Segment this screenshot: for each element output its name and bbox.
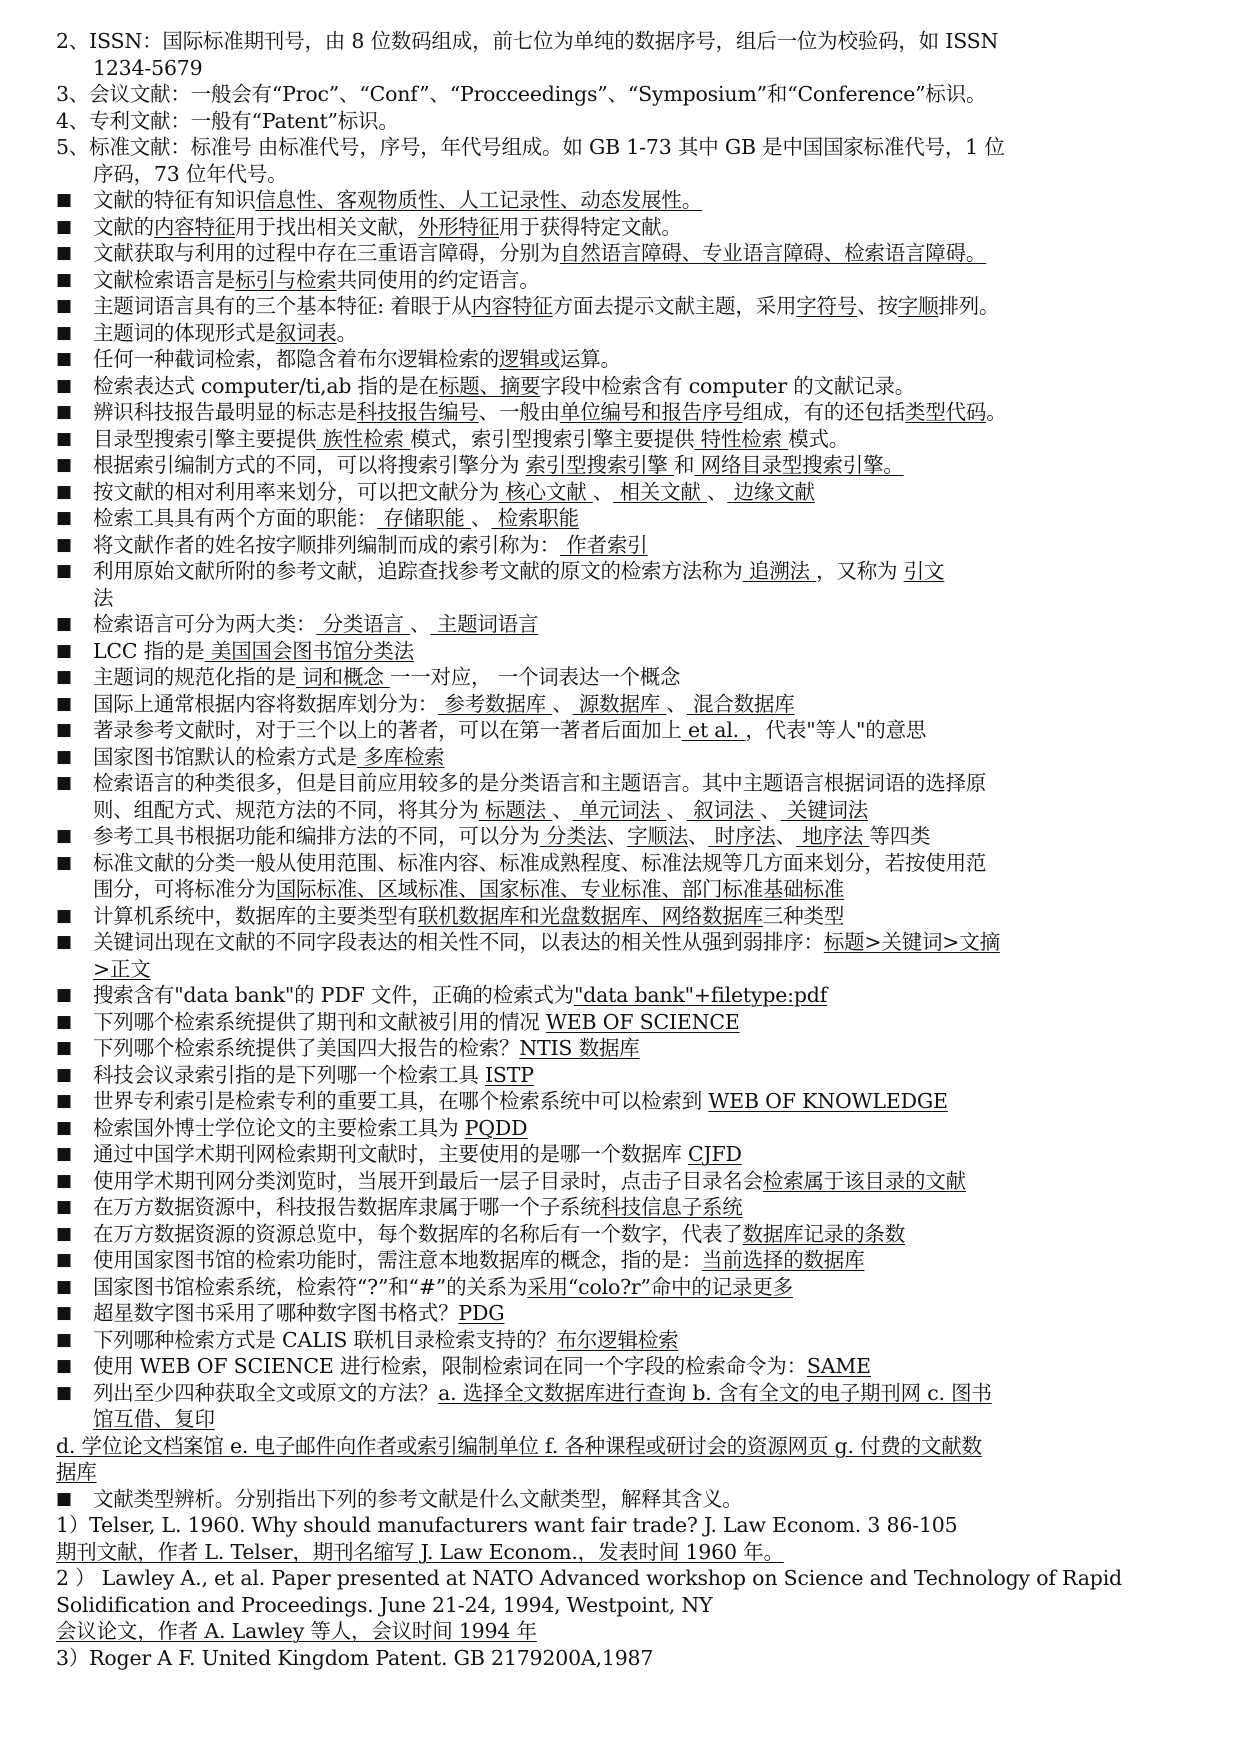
square-bullet-icon: ■ (56, 534, 72, 555)
item-text (93, 293, 1192, 320)
question-text: 文献的特征有知识 (93, 188, 256, 212)
question-text: 文献类型辨析。分别指出下列的参考文献是什么文献类型，解释其含义。 (93, 1486, 743, 1511)
item-text (93, 691, 1192, 718)
square-bullet-icon: ■ (56, 455, 72, 475)
question-text: 使用 WEB OF SCIENCE 进行检索，限制检索词在同一个字段的检索命令为： (93, 1354, 807, 1378)
answer-text: 字顺 (897, 294, 939, 318)
answer-text: WEB OF SCIENCE (545, 1009, 740, 1034)
list-item (56, 505, 1192, 532)
square-bullet-icon: ■ (56, 905, 72, 926)
list-item (56, 1062, 1192, 1089)
list-item (56, 1300, 1192, 1327)
answer-text: 参考数据库 (438, 691, 553, 716)
list-item (56, 638, 1192, 665)
square-bullet-icon: ■ (56, 1382, 72, 1403)
reference-citation: 2 ） Lawley A., et al. Paper presented at NATO Advanced workshop on Science and Technology of Rapid (56, 1566, 1122, 1590)
answer-text: SAME (806, 1354, 871, 1378)
item-text (93, 1141, 1192, 1168)
question-text: 、按 (857, 294, 898, 318)
question-text: 下列哪个检索系统提供了期刊和文献被引用的情况 (93, 1009, 546, 1034)
question-text: 模式。 (788, 426, 850, 451)
numbered-item-2 (56, 28, 1192, 81)
square-bullet-icon: ■ (56, 1144, 72, 1164)
answer-text: CJFD (688, 1142, 742, 1166)
question-text: 、 (775, 824, 796, 848)
question-text: 通过中国学术期刊网检索期刊文献时，主要使用的是哪一个数据库 (93, 1142, 689, 1166)
square-bullet-icon: ■ (56, 428, 72, 449)
question-text: 法 (93, 585, 114, 610)
list-item (56, 558, 1192, 611)
list-item (56, 1327, 1192, 1354)
item-text (93, 744, 1192, 771)
square-bullet-icon: ■ (56, 1250, 72, 1270)
question-text: 、 (592, 479, 614, 504)
item-text (93, 426, 1192, 453)
question-text: 辨识科技报告最明显的标志是 (93, 400, 357, 424)
question-text: 主题词语言具有的三个基本特征: 着眼于从 (93, 294, 472, 318)
question-text: 检索国外博士学位论文的主要检索工具为 (93, 1115, 465, 1140)
numbered-item-3 (56, 81, 1192, 108)
question-text: 文献检索语言是 (93, 267, 236, 292)
list-item (56, 1353, 1192, 1380)
square-bullet-icon: ■ (56, 720, 72, 740)
square-bullet-icon: ■ (56, 1091, 72, 1111)
reference-answer: 会议论文，作者 A. Lawley 等人，会议时间 1994 年 (56, 1619, 537, 1643)
answer-text: "data bank"+filetype:pdf (573, 983, 828, 1007)
square-bullet-icon: ■ (56, 1197, 72, 1217)
item-text (93, 346, 1192, 373)
list-item (56, 691, 1192, 718)
question-text: 使用国家图书馆的检索功能时，需注意本地数据库的概念，指的是： (93, 1248, 702, 1272)
square-bullet-icon: ■ (56, 322, 72, 343)
answer-text: 自然语言障碍、专业语言障碍、检索语言障碍。 (559, 241, 987, 265)
question-text: 超星数字图书采用了哪种数字图书格式？ (93, 1301, 459, 1325)
answer-text: 追溯法 (742, 559, 817, 583)
item-text (93, 240, 1192, 267)
list-item (56, 293, 1192, 320)
list-item (56, 187, 1192, 214)
square-bullet-icon: ■ (56, 375, 72, 396)
square-bullet-icon: ■ (56, 1011, 72, 1032)
answer-text: ISTP (485, 1062, 534, 1087)
list-item (56, 1380, 1192, 1433)
item-text (93, 1062, 1192, 1089)
answer-text: 科技报告编号 (356, 400, 479, 424)
list-item (56, 399, 1192, 426)
answer-text: 核心文献 (499, 479, 593, 504)
reference-citation: 1）Telser, L. 1960. Why should manufacturers want fair trade? J. Law Econom. 3 86-105 (56, 1513, 958, 1537)
square-bullet-icon: ■ (56, 1329, 72, 1350)
numbered-text: 5、标准文献：标准号 由标准代号，序号，年代号组成。如 GB 1-73 其中 GB 是中国国家标准代号，1 位 (56, 135, 1005, 159)
list-item (56, 770, 1192, 823)
list-item (56, 240, 1192, 267)
question-text: 则、组配方式、规范方法的不同，将其分为 (93, 797, 479, 822)
square-bullet-icon: ■ (56, 614, 72, 634)
question-text: 列出至少四种获取全文或原文的方法？ (93, 1380, 439, 1405)
question-text: 检索表达式 computer/ti,ab 指的是在 (93, 373, 439, 398)
question-text: 检索工具具有两个方面的职能： (93, 506, 378, 530)
question-text: ，又称为 (816, 559, 904, 583)
square-bullet-icon: ■ (56, 826, 72, 846)
square-bullet-icon: ■ (56, 349, 72, 369)
question-text: 检索语言的种类很多，但是目前应用较多的是分类语言和主题语言。其中主题语言根据词语的选择原 (93, 771, 987, 795)
list-item (56, 1088, 1192, 1115)
item-text (93, 850, 1192, 903)
item-text (93, 1168, 1192, 1195)
answer-text: 引文 (903, 559, 945, 583)
methods-continuation (56, 1433, 1192, 1486)
square-bullet-icon: ■ (56, 693, 72, 714)
answer-text: a. 选择全文数据库进行查询 b. 含有全文的电子期刊网 c. 图书 (438, 1380, 992, 1405)
item-text (93, 638, 1192, 665)
answer-text: WEB OF KNOWLEDGE (708, 1089, 948, 1113)
answer-text: 主题词语言 (430, 612, 539, 636)
answer-text: 分类法 (539, 824, 607, 848)
question-text: 共同使用的约定语言。 (336, 267, 540, 292)
item-text (93, 479, 1192, 506)
item-text (93, 1194, 1192, 1221)
question-text: 、 (666, 797, 687, 822)
answer-text: PDG (458, 1301, 505, 1325)
question-text: 文献的 (93, 214, 154, 239)
answer-text: 联机数据库和光盘数据库、网络数据库 (417, 903, 763, 928)
question-text: 下列哪种检索方式是 CALIS 联机目录检索支持的？ (93, 1327, 557, 1352)
square-bullet-icon: ■ (56, 932, 72, 952)
list-item (56, 1035, 1192, 1062)
list-item (56, 452, 1192, 479)
question-text: 国家图书馆默认的检索方式是 (93, 744, 357, 769)
question-text: 、 (606, 824, 628, 848)
answer-text: 标题、摘要 (438, 373, 541, 398)
question-text: 和 (674, 453, 695, 477)
question-text: 等四类 (869, 824, 931, 848)
square-bullet-icon: ■ (56, 243, 72, 263)
answer-text: 混合数据库 (686, 691, 795, 716)
answer-text: 多库检索 (356, 744, 445, 769)
reference-citation-cont: Solidification and Proceedings. June 21-24, 1994, Westpoint, NY (56, 1592, 713, 1617)
question-text: 下列哪个检索系统提供了美国四大报告的检索？ (93, 1036, 520, 1060)
answer-text: >正文 (93, 956, 151, 981)
answer-text: 分类语言 (316, 612, 411, 636)
question-text: 检索语言可分为两大类： (93, 612, 317, 636)
list-item (56, 1486, 1192, 1513)
list-item (56, 664, 1192, 691)
item-text (93, 532, 1192, 559)
numbered-text-cont: 序码，73 位年代号。 (93, 161, 288, 186)
square-bullet-icon: ■ (56, 1117, 72, 1138)
question-text: 组成，有的还包括 (742, 400, 906, 424)
question-text: 模式，索引型搜索引擎主要提供 (410, 426, 695, 451)
document-body (56, 28, 1192, 1671)
answer-text: 相关文献 (613, 479, 707, 504)
square-bullet-icon: ■ (56, 985, 72, 1005)
item-text (93, 1300, 1192, 1327)
question-text: 、 (760, 797, 781, 822)
answer-text: PQDD (464, 1115, 528, 1140)
list-item (56, 1194, 1192, 1221)
square-bullet-icon: ■ (56, 746, 72, 767)
item-text (93, 187, 1192, 214)
answer-text: 据库 (56, 1460, 97, 1484)
question-text: 、 (666, 691, 687, 716)
answer-text: 存储职能 (377, 506, 472, 530)
list-item (56, 346, 1192, 373)
item-text (93, 1088, 1192, 1115)
answer-text: 边缘文献 (727, 479, 815, 504)
answer-text: 字符号 (796, 294, 858, 318)
question-text: 关键词出现在文献的不同字段表达的相关性不同，以表达的相关性从强到弱排序： (93, 930, 824, 954)
question-text: ，代表"等人"的意思 (745, 718, 927, 742)
item-text (93, 1327, 1192, 1354)
list-item (56, 611, 1192, 638)
item-text (93, 664, 1192, 691)
square-bullet-icon: ■ (56, 773, 72, 793)
question-text: 利用原始文献所附的参考文献，追踪查找参考文献的原文的检索方法称为 (93, 559, 743, 583)
item-text (93, 1247, 1192, 1274)
item-text (93, 823, 1192, 850)
bullet-list (56, 187, 1192, 1433)
square-bullet-icon: ■ (56, 216, 72, 237)
item-text (93, 611, 1192, 638)
question-text: 将文献作者的姓名按字顺排列编制而成的索引称为： (93, 532, 560, 557)
question-text: LCC 指的是 (93, 638, 205, 663)
list-item (56, 373, 1192, 400)
answer-text: et al. (681, 718, 746, 742)
answer-text: 标引与检索 (235, 267, 337, 292)
square-bullet-icon: ■ (56, 481, 72, 502)
answer-text: 采用“colo?r”命中的记录更多 (527, 1274, 793, 1299)
square-bullet-icon: ■ (56, 1488, 72, 1509)
list-item (56, 929, 1192, 982)
answer-text: d. 学位论文档案馆 e. 电子邮件向作者或索引编制单位 f. 各种课程或研讨会的资源网页 g. 付费的文献数 (56, 1433, 982, 1458)
item-text (93, 1221, 1192, 1248)
answer-text: 字顺法 (627, 824, 689, 848)
answer-text: 叙词法 (686, 797, 761, 822)
question-text: 字段中检索含有 computer 的文献记录。 (540, 373, 916, 398)
question-text: 根据索引编制方式的不同，可以将搜索引擎分为 (93, 453, 526, 477)
answer-text: 美国国会图书馆分类法 (204, 638, 414, 663)
numbered-text: 3、会议文献：一般会有“Proc”、“Conf”、“Procceedings”、“Symposium”和“Conference”标识。 (56, 82, 987, 106)
question-text: 方面去提示文献主题，采用 (552, 294, 797, 318)
reference-2 (56, 1565, 1192, 1645)
answer-text: 标题>关键词>文摘 (823, 930, 1000, 954)
list-item (56, 850, 1192, 903)
square-bullet-icon: ■ (56, 1303, 72, 1323)
square-bullet-icon: ■ (56, 852, 72, 873)
question-text: 、 (688, 824, 709, 848)
answer-text: 类型代码 (905, 400, 987, 424)
list-item (56, 267, 1192, 294)
question-text: 标准文献的分类一般从使用范围、标准内容、标准成熟程度、标准法规等几方面来划分，若按使用范 (93, 850, 987, 875)
list-item (56, 1141, 1192, 1168)
answer-text: 关键词法 (780, 797, 869, 822)
question-text: 在万方数据资源的资源总览中，每个数据库的名称后有一个数字，代表了 (93, 1221, 743, 1246)
item-text (93, 214, 1192, 241)
answer-text: 族性检索 (316, 426, 411, 451)
question-text: 一一对应， 一个词表达一个概念 (389, 665, 681, 689)
numbered-text: 2、ISSN：国际标准期刊号，由 8 位数码组成，前七位为单纯的数据序号，组后一位为校验码，如 ISSN (56, 29, 999, 53)
question-text: 用于找出相关文献， (235, 214, 418, 239)
question-text: 用于获得特定文献。 (499, 214, 682, 239)
item-text (93, 320, 1192, 347)
item-text (93, 267, 1192, 294)
numbered-text: 4、专利文献：一般有“Patent”标识。 (56, 108, 399, 133)
item-text (93, 1274, 1192, 1301)
answer-text: NTIS 数据库 (519, 1036, 640, 1060)
question-text: 围分，可将标准分为 (93, 877, 276, 901)
question-text: 按文献的相对利用率来划分，可以把文献分为 (93, 479, 499, 504)
numbered-item-5 (56, 134, 1192, 187)
question-text: 排列。 (938, 294, 1000, 318)
answer-text: 时序法 (708, 824, 776, 848)
list-item (56, 744, 1192, 771)
question-text: 、 (552, 691, 573, 716)
item-text (93, 1035, 1192, 1062)
question-text: 目录型搜索引擎主要提供 (93, 426, 317, 451)
item-text (93, 982, 1192, 1009)
square-bullet-icon: ■ (56, 667, 72, 687)
square-bullet-icon: ■ (56, 1356, 72, 1376)
answer-text: 馆互借、复印 (93, 1407, 215, 1431)
square-bullet-icon: ■ (56, 269, 72, 290)
square-bullet-icon: ■ (56, 1064, 72, 1085)
question-text: 三种类型 (762, 903, 845, 928)
numbered-text-cont: 1234-5679 (93, 55, 203, 80)
answer-text: 科技信息子系统 (600, 1195, 743, 1219)
answer-text: 检索职能 (491, 506, 579, 530)
question-text: 任何一种截词检索，都隐含着布尔逻辑检索的 (93, 347, 499, 371)
answer-text: 当前选择的数据库 (702, 1248, 865, 1272)
answer-text: 索引型搜索引擎 (525, 453, 675, 477)
item-text (93, 399, 1192, 426)
square-bullet-icon: ■ (56, 640, 72, 661)
answer-text: 地序法 (795, 824, 870, 848)
list-item (56, 1009, 1192, 1036)
question-text: 、 (707, 479, 728, 504)
answer-text: 词和概念 (296, 665, 390, 689)
question-text: 、 (410, 612, 431, 636)
question-text: 世界专利索引是检索专利的重要工具，在哪个检索系统中可以检索到 (93, 1089, 709, 1113)
question-text: 参考工具书根据功能和编排方法的不同，可以分为 (93, 824, 540, 848)
square-bullet-icon: ■ (56, 561, 72, 581)
answer-text: 内容特征 (153, 214, 236, 239)
answer-text: 逻辑或 (499, 347, 560, 371)
square-bullet-icon: ■ (56, 1223, 72, 1244)
answer-text: 源数据库 (572, 691, 667, 716)
question-text: 、一般由 (478, 400, 560, 424)
answer-text: 外形特征 (417, 214, 500, 239)
item-text (93, 1009, 1192, 1036)
reference-answer: 期刊文献，作者 L. Telser，期刊名缩写 J. Law Econom.，发表时间 1960 年。 (56, 1539, 784, 1564)
answer-text: 单位编号和报告序号 (559, 400, 743, 424)
square-bullet-icon: ■ (56, 508, 72, 528)
question-text: 。 (336, 320, 357, 345)
list-item (56, 1115, 1192, 1142)
list-item (56, 1168, 1192, 1195)
answer-text: 信息性、客观物质性、人工记录性、动态发展性。 (255, 188, 703, 212)
item-text (93, 452, 1192, 479)
list-item (56, 982, 1192, 1009)
square-bullet-icon: ■ (56, 1276, 72, 1297)
question-text: 计算机系统中，数据库的主要类型有 (93, 903, 418, 928)
question-text: 国家图书馆检索系统，检索符“?”和“#”的关系为 (93, 1274, 528, 1299)
answer-text: 叙词表 (275, 320, 337, 345)
answer-text: 内容特征 (471, 294, 553, 318)
question-text: 著录参考文献时，对于三个以上的著者，可以在第一著者后面加上 (93, 718, 682, 742)
question-text: 运算。 (559, 347, 621, 371)
numbered-item-4 (56, 108, 1192, 135)
answer-text: 数据库记录的条数 (742, 1221, 906, 1246)
item-text (93, 929, 1192, 982)
item-text (93, 903, 1192, 930)
list-item (56, 823, 1192, 850)
item-text (93, 717, 1192, 744)
square-bullet-icon: ■ (56, 190, 72, 210)
question-text: 科技会议录索引指的是下列哪一个检索工具 (93, 1062, 486, 1087)
list-item (56, 214, 1192, 241)
item-text (93, 1380, 1192, 1433)
square-bullet-icon: ■ (56, 1038, 72, 1058)
question-text: 国际上通常根据内容将数据库划分为： (93, 691, 439, 716)
list-item (56, 479, 1192, 506)
question-text: 、 (471, 506, 492, 530)
list-item (56, 426, 1192, 453)
square-bullet-icon: ■ (56, 1170, 72, 1191)
answer-text: 特性检索 (694, 426, 789, 451)
reference-1 (56, 1512, 1192, 1565)
list-item (56, 903, 1192, 930)
reference-3 (56, 1645, 1192, 1672)
square-bullet-icon: ■ (56, 296, 72, 316)
question-text: 、 (552, 797, 573, 822)
item-text (93, 770, 1192, 823)
item-text (93, 1115, 1192, 1142)
list-item (56, 717, 1192, 744)
answer-text: 国际标准、区域标准、国家标准、专业标准、部门标准基础标准 (275, 877, 845, 901)
question-text: 主题词的规范化指的是 (93, 665, 296, 689)
answer-text: 网络目录型搜索引擎。 (694, 453, 904, 477)
question-text: 搜索含有"data bank"的 PDF 文件，正确的检索式为 (93, 983, 574, 1007)
question-text: 。 (986, 400, 1007, 424)
item-text (93, 1353, 1192, 1380)
square-bullet-icon: ■ (56, 402, 72, 422)
answer-text: 检索属于该目录的文献 (762, 1168, 966, 1193)
answer-text: 单元词法 (572, 797, 667, 822)
item-text (93, 373, 1192, 400)
answer-text: 作者索引 (559, 532, 648, 557)
item-text (93, 505, 1192, 532)
list-item (56, 320, 1192, 347)
question-text: 主题词的体现形式是 (93, 320, 276, 345)
list-item (56, 1247, 1192, 1274)
list-item (56, 1274, 1192, 1301)
question-text: 使用学术期刊网分类浏览时，当展开到最后一层子目录时，点击子目录名会 (93, 1168, 763, 1193)
question-text: 文献获取与利用的过程中存在三重语言障碍，分别为 (93, 241, 560, 265)
reference-citation: 3）Roger A F. United Kingdom Patent. GB 2179200A,1987 (56, 1645, 654, 1670)
list-item (56, 1221, 1192, 1248)
item-text (93, 558, 1192, 611)
answer-text: 标题法 (478, 797, 553, 822)
list-item (56, 532, 1192, 559)
answer-text: 布尔逻辑检索 (556, 1327, 679, 1352)
question-text: 在万方数据资源中，科技报告数据库隶属于哪一个子系统 (93, 1195, 601, 1219)
